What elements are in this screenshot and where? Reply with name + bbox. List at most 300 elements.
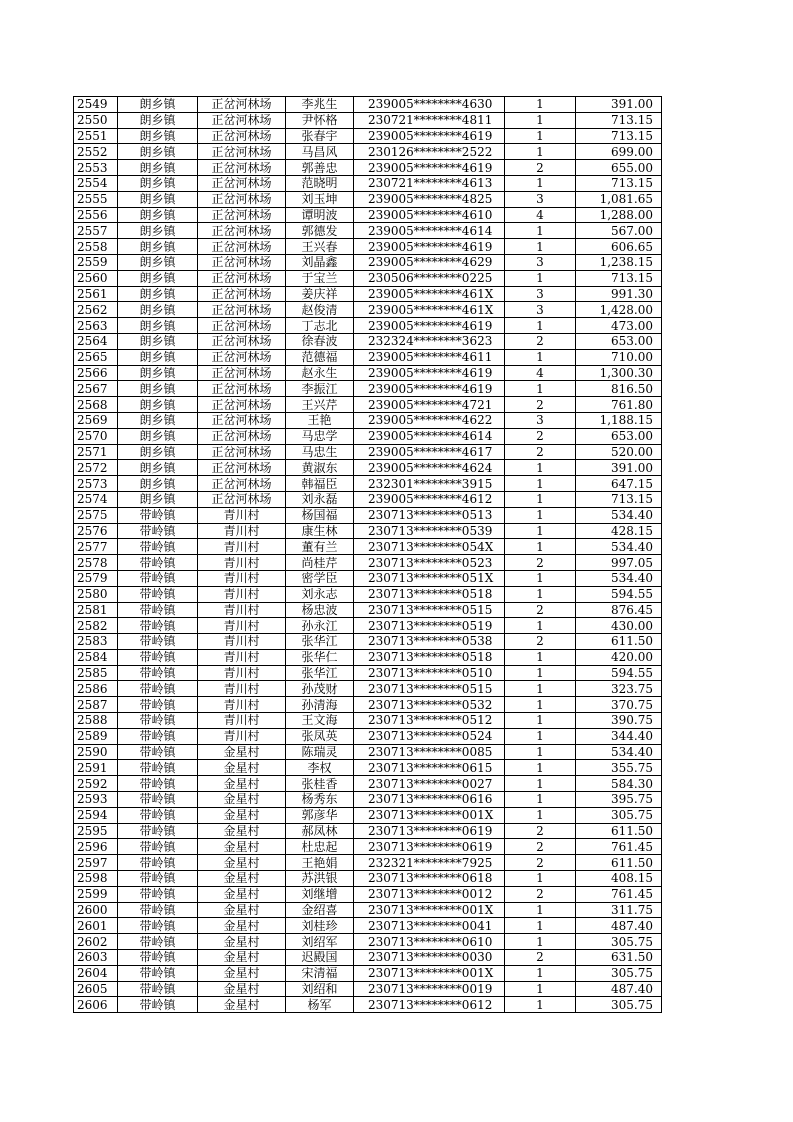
row-number-cell: 2592 <box>74 776 118 792</box>
town-cell: 朗乡镇 <box>118 302 198 318</box>
village-cell: 正岔河林场 <box>198 318 286 334</box>
person-name-cell: 郭德发 <box>286 223 354 239</box>
id-number-cell: 230713********0612 <box>354 997 505 1013</box>
row-number-cell: 2563 <box>74 318 118 334</box>
row-number-cell: 2580 <box>74 586 118 602</box>
household-count-cell: 1 <box>505 586 576 602</box>
town-cell: 朗乡镇 <box>118 112 198 128</box>
row-number-cell: 2582 <box>74 618 118 634</box>
village-cell: 正岔河林场 <box>198 365 286 381</box>
row-number-cell: 2588 <box>74 713 118 729</box>
household-count-cell: 1 <box>505 792 576 808</box>
village-cell: 正岔河林场 <box>198 144 286 160</box>
town-cell: 朗乡镇 <box>118 333 198 349</box>
household-count-cell: 1 <box>505 349 576 365</box>
id-number-cell: 230126********2522 <box>354 144 505 160</box>
table-row <box>74 112 662 128</box>
village-cell: 金星村 <box>198 839 286 855</box>
row-number-cell: 2577 <box>74 539 118 555</box>
person-name-cell: 尹怀格 <box>286 112 354 128</box>
amount-cell: 1,288.00 <box>576 207 662 223</box>
row-number-cell: 2558 <box>74 239 118 255</box>
id-number-cell: 230713********0513 <box>354 507 505 523</box>
person-name-cell: 韩福臣 <box>286 476 354 492</box>
village-cell: 正岔河林场 <box>198 191 286 207</box>
town-cell: 带岭镇 <box>118 681 198 697</box>
table-row <box>74 302 662 318</box>
village-cell: 正岔河林场 <box>198 491 286 507</box>
village-cell: 正岔河林场 <box>198 239 286 255</box>
amount-cell: 355.75 <box>576 760 662 776</box>
amount-cell: 420.00 <box>576 649 662 665</box>
town-cell: 带岭镇 <box>118 792 198 808</box>
town-cell: 带岭镇 <box>118 665 198 681</box>
person-name-cell: 王文海 <box>286 713 354 729</box>
amount-cell: 534.40 <box>576 744 662 760</box>
village-cell: 正岔河林场 <box>198 97 286 113</box>
id-number-cell: 230713********054X <box>354 539 505 555</box>
row-number-cell: 2570 <box>74 428 118 444</box>
household-count-cell: 1 <box>505 618 576 634</box>
table-row <box>74 523 662 539</box>
town-cell: 带岭镇 <box>118 602 198 618</box>
village-cell: 正岔河林场 <box>198 349 286 365</box>
id-number-cell: 230713********0030 <box>354 950 505 966</box>
id-number-cell: 230506********0225 <box>354 270 505 286</box>
amount-cell: 344.40 <box>576 728 662 744</box>
household-count-cell: 2 <box>505 855 576 871</box>
household-count-cell: 4 <box>505 207 576 223</box>
row-number-cell: 2590 <box>74 744 118 760</box>
village-cell: 正岔河林场 <box>198 476 286 492</box>
village-cell: 正岔河林场 <box>198 223 286 239</box>
amount-cell: 430.00 <box>576 618 662 634</box>
id-number-cell: 239005********4612 <box>354 491 505 507</box>
household-count-cell: 2 <box>505 428 576 444</box>
town-cell: 朗乡镇 <box>118 239 198 255</box>
household-count-cell: 1 <box>505 681 576 697</box>
amount-cell: 997.05 <box>576 555 662 571</box>
table-row <box>74 444 662 460</box>
person-name-cell: 于宝兰 <box>286 270 354 286</box>
person-name-cell: 刘永志 <box>286 586 354 602</box>
town-cell: 朗乡镇 <box>118 381 198 397</box>
amount-cell: 1,238.15 <box>576 254 662 270</box>
table-row <box>74 507 662 523</box>
town-cell: 朗乡镇 <box>118 191 198 207</box>
amount-cell: 534.40 <box>576 570 662 586</box>
table-row <box>74 981 662 997</box>
town-cell: 朗乡镇 <box>118 444 198 460</box>
person-name-cell: 李权 <box>286 760 354 776</box>
village-cell: 青川村 <box>198 618 286 634</box>
amount-cell: 761.80 <box>576 397 662 413</box>
amount-cell: 370.75 <box>576 697 662 713</box>
table-row <box>74 713 662 729</box>
amount-cell: 391.00 <box>576 97 662 113</box>
person-name-cell: 张凤英 <box>286 728 354 744</box>
table-row <box>74 839 662 855</box>
row-number-cell: 2574 <box>74 491 118 507</box>
amount-cell: 699.00 <box>576 144 662 160</box>
town-cell: 带岭镇 <box>118 950 198 966</box>
id-number-cell: 230713********001X <box>354 807 505 823</box>
town-cell: 带岭镇 <box>118 981 198 997</box>
village-cell: 金星村 <box>198 807 286 823</box>
amount-cell: 305.75 <box>576 997 662 1013</box>
amount-cell: 606.65 <box>576 239 662 255</box>
amount-cell: 567.00 <box>576 223 662 239</box>
amount-cell: 647.15 <box>576 476 662 492</box>
amount-cell: 611.50 <box>576 855 662 871</box>
person-name-cell: 张春宇 <box>286 128 354 144</box>
id-number-cell: 232321********7925 <box>354 855 505 871</box>
row-number-cell: 2587 <box>74 697 118 713</box>
person-name-cell: 金绍喜 <box>286 902 354 918</box>
town-cell: 带岭镇 <box>118 744 198 760</box>
id-number-cell: 230713********0515 <box>354 602 505 618</box>
table-row <box>74 807 662 823</box>
village-cell: 青川村 <box>198 713 286 729</box>
town-cell: 朗乡镇 <box>118 476 198 492</box>
village-cell: 正岔河林场 <box>198 381 286 397</box>
person-name-cell: 刘永磊 <box>286 491 354 507</box>
row-number-cell: 2594 <box>74 807 118 823</box>
id-number-cell: 230713********0619 <box>354 839 505 855</box>
village-cell: 青川村 <box>198 634 286 650</box>
row-number-cell: 2560 <box>74 270 118 286</box>
person-name-cell: 陈瑞灵 <box>286 744 354 760</box>
id-number-cell: 239005********4622 <box>354 412 505 428</box>
row-number-cell: 2581 <box>74 602 118 618</box>
person-name-cell: 王兴芹 <box>286 397 354 413</box>
village-cell: 正岔河林场 <box>198 112 286 128</box>
table-row <box>74 618 662 634</box>
amount-cell: 391.00 <box>576 460 662 476</box>
id-number-cell: 239005********4619 <box>354 365 505 381</box>
amount-cell: 487.40 <box>576 981 662 997</box>
person-name-cell: 郝凤林 <box>286 823 354 839</box>
row-number-cell: 2562 <box>74 302 118 318</box>
person-name-cell: 张华仁 <box>286 649 354 665</box>
person-name-cell: 张华江 <box>286 634 354 650</box>
person-name-cell: 密学臣 <box>286 570 354 586</box>
town-cell: 带岭镇 <box>118 649 198 665</box>
village-cell: 青川村 <box>198 539 286 555</box>
village-cell: 正岔河林场 <box>198 175 286 191</box>
household-count-cell: 2 <box>505 397 576 413</box>
person-name-cell: 杨忠波 <box>286 602 354 618</box>
town-cell: 朗乡镇 <box>118 144 198 160</box>
row-number-cell: 2579 <box>74 570 118 586</box>
village-cell: 金星村 <box>198 823 286 839</box>
town-cell: 朗乡镇 <box>118 128 198 144</box>
town-cell: 朗乡镇 <box>118 460 198 476</box>
amount-cell: 761.45 <box>576 839 662 855</box>
town-cell: 带岭镇 <box>118 760 198 776</box>
amount-cell: 611.50 <box>576 823 662 839</box>
table-row <box>74 128 662 144</box>
person-name-cell: 王兴春 <box>286 239 354 255</box>
id-number-cell: 230713********0610 <box>354 934 505 950</box>
table-row <box>74 586 662 602</box>
table-row <box>74 965 662 981</box>
town-cell: 带岭镇 <box>118 855 198 871</box>
amount-cell: 520.00 <box>576 444 662 460</box>
town-cell: 朗乡镇 <box>118 207 198 223</box>
person-name-cell: 丁志北 <box>286 318 354 334</box>
household-count-cell: 3 <box>505 191 576 207</box>
person-name-cell: 赵永生 <box>286 365 354 381</box>
table-row <box>74 823 662 839</box>
person-name-cell: 孙清海 <box>286 697 354 713</box>
village-cell: 正岔河林场 <box>198 128 286 144</box>
town-cell: 带岭镇 <box>118 807 198 823</box>
village-cell: 青川村 <box>198 555 286 571</box>
table-row <box>74 950 662 966</box>
person-name-cell: 迟殿国 <box>286 950 354 966</box>
person-name-cell: 王艳 <box>286 412 354 428</box>
id-number-cell: 230713********0532 <box>354 697 505 713</box>
row-number-cell: 2576 <box>74 523 118 539</box>
person-name-cell: 康生林 <box>286 523 354 539</box>
person-name-cell: 王艳娟 <box>286 855 354 871</box>
village-cell: 正岔河林场 <box>198 444 286 460</box>
person-name-cell: 马忠生 <box>286 444 354 460</box>
amount-cell: 323.75 <box>576 681 662 697</box>
person-name-cell: 孙永江 <box>286 618 354 634</box>
household-count-cell: 2 <box>505 444 576 460</box>
row-number-cell: 2597 <box>74 855 118 871</box>
table-row <box>74 681 662 697</box>
village-cell: 金星村 <box>198 760 286 776</box>
row-number-cell: 2572 <box>74 460 118 476</box>
town-cell: 朗乡镇 <box>118 286 198 302</box>
row-number-cell: 2554 <box>74 175 118 191</box>
person-name-cell: 孙茂财 <box>286 681 354 697</box>
table-row <box>74 760 662 776</box>
household-count-cell: 1 <box>505 175 576 191</box>
village-cell: 金星村 <box>198 792 286 808</box>
household-count-cell: 1 <box>505 965 576 981</box>
household-count-cell: 3 <box>505 254 576 270</box>
town-cell: 带岭镇 <box>118 586 198 602</box>
town-cell: 朗乡镇 <box>118 365 198 381</box>
table-row <box>74 144 662 160</box>
household-count-cell: 2 <box>505 634 576 650</box>
household-count-cell: 1 <box>505 776 576 792</box>
village-cell: 正岔河林场 <box>198 333 286 349</box>
id-number-cell: 230713********0523 <box>354 555 505 571</box>
town-cell: 带岭镇 <box>118 886 198 902</box>
amount-cell: 305.75 <box>576 934 662 950</box>
household-count-cell: 1 <box>505 713 576 729</box>
person-name-cell: 杨秀东 <box>286 792 354 808</box>
id-number-cell: 239005********4611 <box>354 349 505 365</box>
village-cell: 金星村 <box>198 855 286 871</box>
household-count-cell: 1 <box>505 760 576 776</box>
row-number-cell: 2604 <box>74 965 118 981</box>
household-count-cell: 1 <box>505 491 576 507</box>
household-count-cell: 2 <box>505 950 576 966</box>
village-cell: 青川村 <box>198 586 286 602</box>
table-row <box>74 665 662 681</box>
row-number-cell: 2557 <box>74 223 118 239</box>
household-count-cell: 1 <box>505 460 576 476</box>
amount-cell: 311.75 <box>576 902 662 918</box>
village-cell: 金星村 <box>198 950 286 966</box>
household-count-cell: 1 <box>505 918 576 934</box>
town-cell: 带岭镇 <box>118 934 198 950</box>
table-row <box>74 697 662 713</box>
amount-cell: 473.00 <box>576 318 662 334</box>
village-cell: 青川村 <box>198 570 286 586</box>
id-number-cell: 230713********0618 <box>354 871 505 887</box>
household-count-cell: 4 <box>505 365 576 381</box>
row-number-cell: 2561 <box>74 286 118 302</box>
town-cell: 朗乡镇 <box>118 318 198 334</box>
row-number-cell: 2559 <box>74 254 118 270</box>
household-count-cell: 3 <box>505 412 576 428</box>
town-cell: 朗乡镇 <box>118 223 198 239</box>
household-count-cell: 2 <box>505 823 576 839</box>
row-number-cell: 2573 <box>74 476 118 492</box>
row-number-cell: 2551 <box>74 128 118 144</box>
amount-cell: 534.40 <box>576 507 662 523</box>
id-number-cell: 230713********0619 <box>354 823 505 839</box>
row-number-cell: 2585 <box>74 665 118 681</box>
row-number-cell: 2568 <box>74 397 118 413</box>
household-count-cell: 2 <box>505 555 576 571</box>
household-count-cell: 1 <box>505 223 576 239</box>
village-cell: 正岔河林场 <box>198 428 286 444</box>
id-number-cell: 239005********4610 <box>354 207 505 223</box>
person-name-cell: 张华江 <box>286 665 354 681</box>
table-row <box>74 286 662 302</box>
amount-cell: 713.15 <box>576 112 662 128</box>
table-row <box>74 539 662 555</box>
amount-cell: 305.75 <box>576 965 662 981</box>
row-number-cell: 2603 <box>74 950 118 966</box>
household-count-cell: 1 <box>505 476 576 492</box>
town-cell: 带岭镇 <box>118 918 198 934</box>
row-number-cell: 2584 <box>74 649 118 665</box>
id-number-cell: 230713********0615 <box>354 760 505 776</box>
household-count-cell: 2 <box>505 602 576 618</box>
row-number-cell: 2583 <box>74 634 118 650</box>
id-number-cell: 230721********4811 <box>354 112 505 128</box>
village-cell: 金星村 <box>198 776 286 792</box>
table-row <box>74 175 662 191</box>
village-cell: 正岔河林场 <box>198 254 286 270</box>
village-cell: 金星村 <box>198 871 286 887</box>
row-number-cell: 2602 <box>74 934 118 950</box>
person-name-cell: 范晓明 <box>286 175 354 191</box>
household-count-cell: 2 <box>505 160 576 176</box>
amount-cell: 305.75 <box>576 807 662 823</box>
table-row <box>74 649 662 665</box>
person-name-cell: 尚桂芹 <box>286 555 354 571</box>
amount-cell: 584.30 <box>576 776 662 792</box>
town-cell: 朗乡镇 <box>118 349 198 365</box>
household-count-cell: 2 <box>505 886 576 902</box>
id-number-cell: 239005********4721 <box>354 397 505 413</box>
town-cell: 带岭镇 <box>118 555 198 571</box>
row-number-cell: 2564 <box>74 333 118 349</box>
household-count-cell: 1 <box>505 665 576 681</box>
table-row <box>74 555 662 571</box>
household-count-cell: 1 <box>505 570 576 586</box>
id-number-cell: 239005********461X <box>354 286 505 302</box>
id-number-cell: 232324********3623 <box>354 333 505 349</box>
town-cell: 带岭镇 <box>118 523 198 539</box>
table-row <box>74 412 662 428</box>
town-cell: 朗乡镇 <box>118 270 198 286</box>
table-row <box>74 333 662 349</box>
id-number-cell: 239005********4614 <box>354 223 505 239</box>
town-cell: 朗乡镇 <box>118 491 198 507</box>
id-number-cell: 230713********0518 <box>354 649 505 665</box>
table-row <box>74 397 662 413</box>
person-name-cell: 郭彦华 <box>286 807 354 823</box>
row-number-cell: 2553 <box>74 160 118 176</box>
table-row <box>74 476 662 492</box>
person-name-cell: 李兆生 <box>286 97 354 113</box>
village-cell: 正岔河林场 <box>198 302 286 318</box>
row-number-cell: 2571 <box>74 444 118 460</box>
id-number-cell: 239005********461X <box>354 302 505 318</box>
row-number-cell: 2575 <box>74 507 118 523</box>
town-cell: 带岭镇 <box>118 539 198 555</box>
village-cell: 青川村 <box>198 728 286 744</box>
household-count-cell: 2 <box>505 333 576 349</box>
amount-cell: 395.75 <box>576 792 662 808</box>
household-count-cell: 1 <box>505 981 576 997</box>
table-row <box>74 602 662 618</box>
village-cell: 青川村 <box>198 681 286 697</box>
row-number-cell: 2556 <box>74 207 118 223</box>
table-row <box>74 460 662 476</box>
person-name-cell: 赵俊清 <box>286 302 354 318</box>
person-name-cell: 杨国福 <box>286 507 354 523</box>
household-count-cell: 1 <box>505 318 576 334</box>
person-name-cell: 马昌风 <box>286 144 354 160</box>
id-number-cell: 230721********4613 <box>354 175 505 191</box>
table-row <box>74 634 662 650</box>
household-count-cell: 1 <box>505 649 576 665</box>
person-name-cell: 刘玉坤 <box>286 191 354 207</box>
household-count-cell: 1 <box>505 112 576 128</box>
table-row <box>74 270 662 286</box>
id-number-cell: 239005********4619 <box>354 128 505 144</box>
town-cell: 朗乡镇 <box>118 160 198 176</box>
table-row <box>74 902 662 918</box>
person-name-cell: 刘桂珍 <box>286 918 354 934</box>
row-number-cell: 2589 <box>74 728 118 744</box>
person-name-cell: 黄淑东 <box>286 460 354 476</box>
id-number-cell: 230713********0085 <box>354 744 505 760</box>
table-row <box>74 318 662 334</box>
person-name-cell: 刘晶鑫 <box>286 254 354 270</box>
table-row <box>74 934 662 950</box>
village-cell: 金星村 <box>198 997 286 1013</box>
village-cell: 金星村 <box>198 934 286 950</box>
id-number-cell: 239005********4614 <box>354 428 505 444</box>
id-number-cell: 230713********0027 <box>354 776 505 792</box>
town-cell: 朗乡镇 <box>118 254 198 270</box>
village-cell: 金星村 <box>198 902 286 918</box>
village-cell: 金星村 <box>198 981 286 997</box>
